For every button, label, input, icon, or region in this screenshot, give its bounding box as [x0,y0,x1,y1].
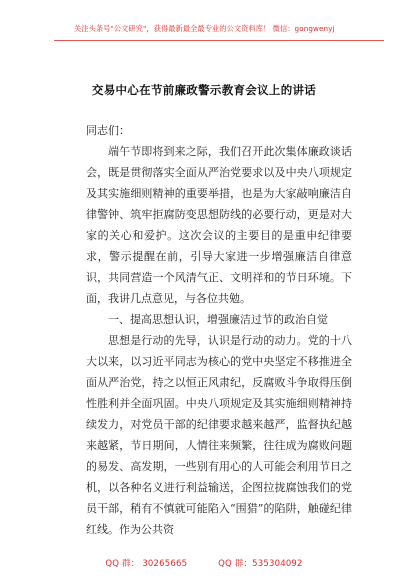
page-footer [0,557,408,569]
section-heading: 一、提高思想认识，增强廉洁过节的政治自觉 [108,313,328,326]
footer-qq-group-1: QQ 群： 30265665 [105,559,188,569]
footer-qq-group-2: QQ 群：535304092 [218,559,303,569]
header-notice: 关注头条号"公文研究"，获得最新最全最专业的公文资料库！ 微信：gongwenyj [74,24,335,33]
document-title: 交易中心在节前廉政警示教育会议上的讲话 [91,83,317,97]
page-header [54,18,384,41]
paragraph-section-1: 思想是行动的先导，认识是行动的动力。党的十八大以来，以习近平同志为核心的党中央坚定不移推进全面从严治党，持之以恒正风肃纪，反腐败斗争取得压倒性胜利并全面巩固。中央八项规定及其实施细则精神持续发力，对党员干部的纪律要求越来越严，监督执纪越来越紧，节日期间，人情往来频繁，往往成为腐败问题的易发、高发期，一些别有用心的人可能会利用节日之机，以各种名义进行利益输送，企图拉拢腐蚀我们的党员干部，稍有不慎就可能陷入“围猎”的陷阱，触碰纪律红线。作为公共资 [86,334,352,536]
salutation: 同志们： [86,124,130,137]
document-body [86,120,352,540]
paragraph-intro: 端午节即将到来之际，我们召开此次集体廉政谈话会，既是贯彻落实全面从严治党要求以及中央八项规定及其实施细则精神的重要举措，也是为大家敲响廉洁自律警钟、筑牢拒腐防变思想防线的必要行动，更是对大家的关心和爱护。这次会议的主要目的是重申纪律要求，警示提醒在前，引导大家进一步增强廉洁自律意识，共同营造一个风清气正、文明祥和的节日环境。下面，我讲几点意见，与各位共勉。 [86,145,352,305]
